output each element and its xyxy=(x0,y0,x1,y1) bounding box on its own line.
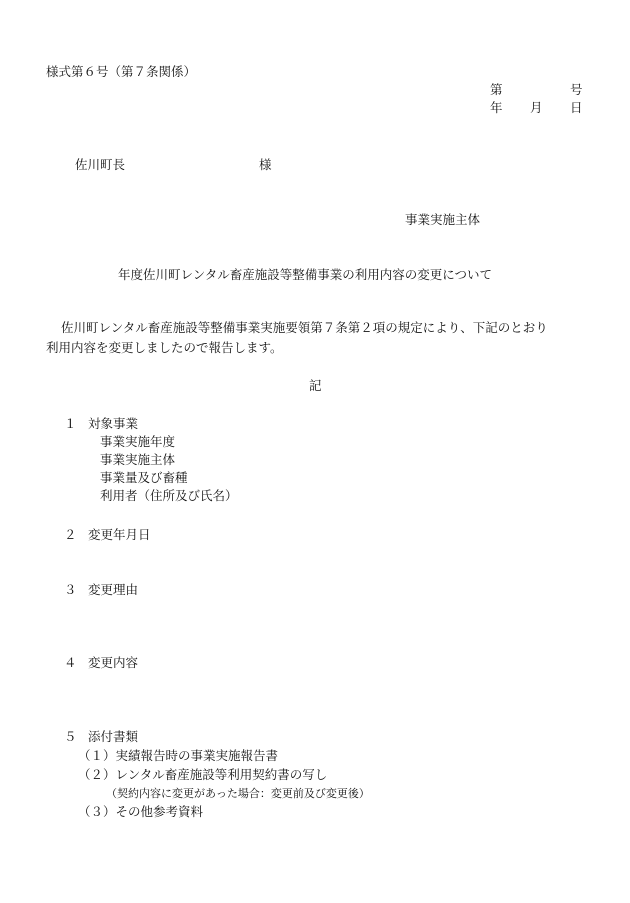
item-2-label: 変更年月日 xyxy=(88,527,151,542)
item-4-label: 変更内容 xyxy=(88,655,139,670)
item-1-number: １ xyxy=(64,416,77,431)
doc-number-suffix: 号 xyxy=(570,82,583,97)
item-1-sub-1: 事業実施年度 xyxy=(100,434,176,449)
attachment-2-note: （契約内容に変更があった場合：変更前及び変更後） xyxy=(106,787,370,800)
item-4-number: ４ xyxy=(64,655,77,670)
addressee-honorific: 様 xyxy=(259,157,272,172)
body-line-2: 利用内容を変更しましたので報告します。 xyxy=(46,340,283,355)
item-5-number: ５ xyxy=(64,729,77,744)
date-day: 日 xyxy=(570,100,583,115)
attachment-2: （２）レンタル畜産施設等利用契約書の写し xyxy=(78,767,328,782)
item-3-number: ３ xyxy=(64,582,77,597)
item-5-label: 添付書類 xyxy=(88,729,139,744)
item-1-sub-4: 利用者（住所及び氏名） xyxy=(100,488,238,503)
item-2-number: ２ xyxy=(64,527,77,542)
body-line-1: 佐川町レンタル畜産施設等整備事業実施要領第７条第２項の規定により、下記のとおり xyxy=(61,320,548,335)
item-1-sub-3: 事業量及び畜種 xyxy=(100,470,188,485)
attachment-3: （３）その他参考資料 xyxy=(78,804,204,819)
date-month: 月 xyxy=(530,100,543,115)
document-title: 年度佐川町レンタル畜産施設等整備事業の利用内容の変更について xyxy=(118,267,492,282)
form-number: 様式第６号（第７条関係） xyxy=(46,64,197,79)
sender-label: 事業実施主体 xyxy=(405,212,481,227)
doc-number-prefix: 第 xyxy=(490,82,503,97)
item-3-label: 変更理由 xyxy=(88,582,139,597)
ki-heading: 記 xyxy=(309,378,322,393)
attachment-1: （１）実績報告時の事業実施報告書 xyxy=(78,748,279,763)
date-year: 年 xyxy=(490,100,503,115)
item-1-sub-2: 事業実施主体 xyxy=(100,452,176,467)
item-1-label: 対象事業 xyxy=(88,416,139,431)
addressee-name: 佐川町長 xyxy=(75,157,126,172)
